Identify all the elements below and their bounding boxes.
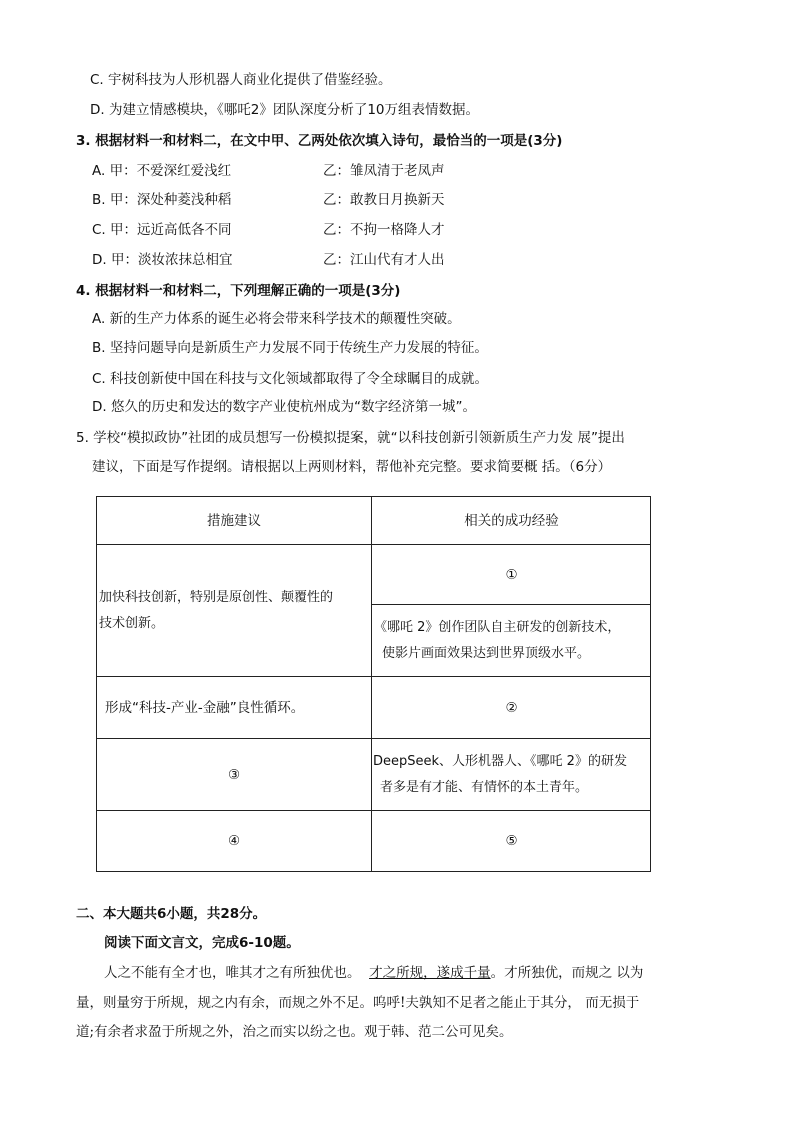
q3-option-b-left: B. 甲：深处种菱浅种稻 [92,192,232,208]
q2-option-c: C. 宇树科技为人形机器人商业化提供了借鉴经验。 [90,72,392,88]
table-row3-experience [372,739,651,810]
section2-title: 二、本大题共6小题，共28分。 [76,906,267,922]
table-row1-experience [372,605,651,676]
q3-stem: 3. 根据材料一和材料二，在文中甲、乙两处依次填入诗句，最恰当的一项是(3分) [76,133,563,149]
q4-option-c: C. 科技创新使中国在科技与文化领域都取得了令全球瞩目的成就。 [92,371,489,387]
q3-option-c-left: C. 甲：远近高低各不同 [92,222,232,238]
table-row1-measure-line2: 技术创新。 [99,615,165,631]
q3-option-d-right: 乙：江山代有才人出 [323,252,445,268]
section2-instruction: 阅读下面文言文，完成6-10题。 [104,935,300,951]
q5-stem-line2: 建议，下面是写作提纲。请根据以上两则材料，帮他补充完整。要求简要概 括。（6分） [92,459,612,475]
table-row2-measure: 形成“科技-产业-金融”良性循环。 [105,699,305,716]
q2-option-d: D. 为建立情感模块，《哪吒2》团队深度分析了10万组表情数据。 [90,102,479,118]
q3-option-b-right: 乙：敢教日月换新天 [323,192,445,208]
table-row3-experience-line2: 者多是有才能、有情怀的本土青年。 [380,779,589,795]
table-header-experience: 相关的成功经验 [464,512,559,529]
classical-text-1c: 。才所独优，而规之 以为 [490,965,644,981]
table-row4-measure-blank: ④ [227,833,241,849]
table-row1-experience-line1: 《哪吒 2》创作团队自主研发的创新技术， [374,619,621,635]
q4-option-b: B. 坚持问题导向是新质生产力发展不同于传统生产力发展的特征。 [92,340,488,356]
q3-option-a-right: 乙：雏凤清于老凤声 [323,163,445,179]
table-row1-measure [97,545,371,676]
outline-table [96,496,651,872]
q3-option-c-right: 乙：不拘一格降人才 [323,222,445,238]
table-row2-experience-blank: ② [505,699,518,716]
table-row1-measure-line1: 加快科技创新，特别是原创性、颠覆性的 [99,589,334,605]
table-row1-experience-blank: ① [505,566,518,583]
q4-stem: 4. 根据材料一和材料二，下列理解正确的一项是(3分) [76,283,401,299]
table-row1-experience-line2: 使影片画面效果达到世界顶级水平。 [382,645,591,661]
classical-text-line1 [104,958,643,988]
q4-option-d: D. 悠久的历史和发达的数字产业使杭州成为“数字经济第一城”。 [92,399,476,415]
q3-option-a-left: A. 甲：不爱深红爱浅红 [92,163,232,179]
table-row4-experience-blank: ⑤ [505,833,518,849]
table-row3-experience-line1: DeepSeek、人形机器人、《哪吒 2》的研发 [373,753,627,769]
table-header-measures: 措施建议 [207,512,261,529]
classical-text-line2: 量，则量穷于所规，规之内有余，而规之外不足。呜呼!夫孰知不足者之能止于其分， 而无损于 [76,995,640,1011]
classical-text-1a: 人之不能有全才也，唯其才之有所独优也。 [104,965,361,981]
table-row3-measure-blank: ③ [227,766,241,783]
q5-stem-line1: 5. 学校“模拟政协”社团的成员想写一份模拟提案，就“以科技创新引领新质生产力发 展”提出 [76,430,625,446]
classical-text-line3: 道;有余者求盈于所规之外，治之而实以纷之也。观于韩、范二公可见矣。 [76,1024,513,1040]
classical-text-underlined: 才之所规，遂成千量 [369,965,491,981]
q4-option-a: A. 新的生产力体系的诞生必将会带来科学技术的颠覆性突破。 [92,311,461,327]
q3-option-d-left: D. 甲：淡妆浓抹总相宜 [92,252,233,268]
